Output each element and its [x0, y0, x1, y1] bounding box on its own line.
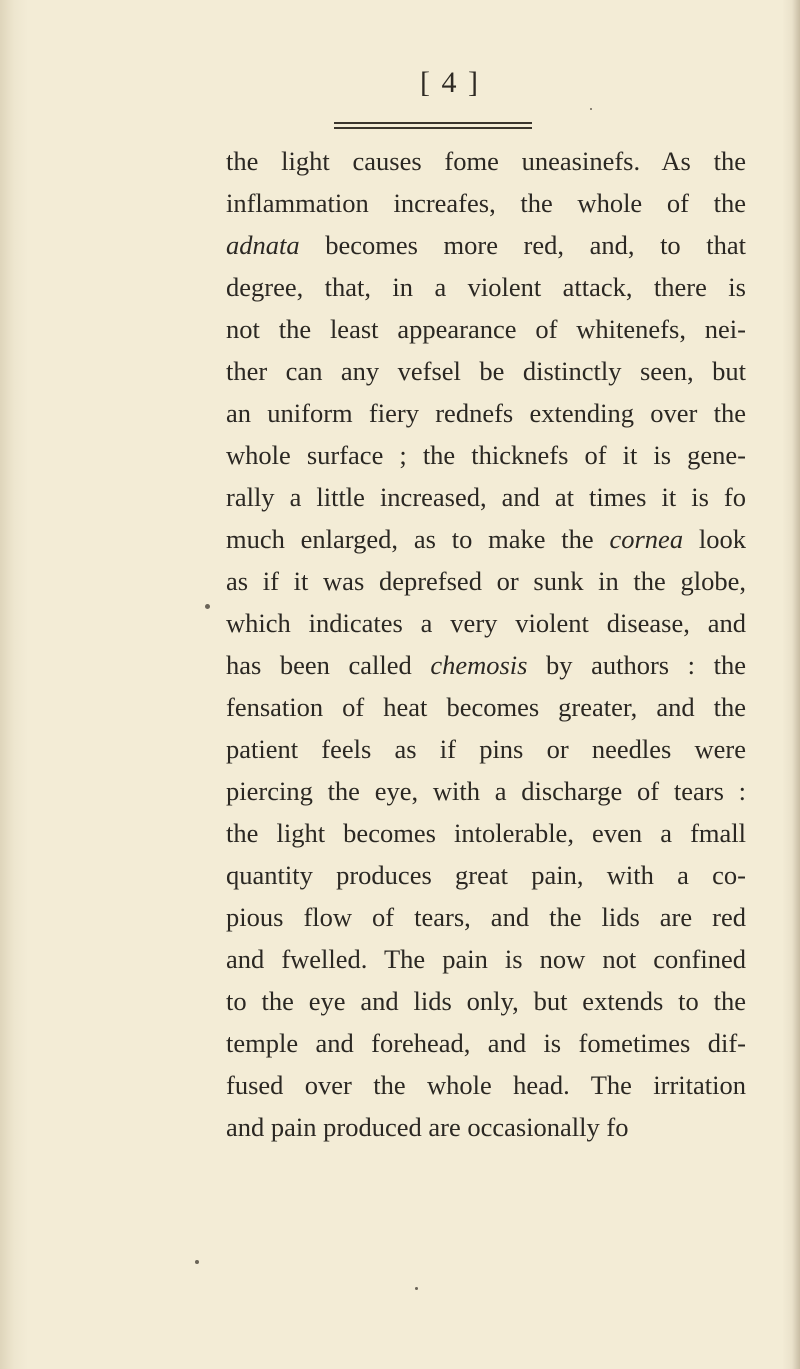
text-run: as if it was deprefsed or sunk in the globe, [226, 566, 746, 596]
text-line [226, 560, 746, 602]
text-line [226, 182, 746, 224]
text-run: degree, that, in a violent attack, there is [226, 272, 746, 302]
text-line [226, 728, 746, 770]
text-line [226, 224, 746, 266]
italic-term: chemosis [430, 650, 528, 680]
text-line [226, 518, 746, 560]
paper-speck [195, 1260, 199, 1264]
text-line [226, 812, 746, 854]
text-run: quantity produces great pain, with a co- [226, 860, 746, 890]
text-run: and pain produced are occasionally fo [226, 1112, 629, 1142]
text-line [226, 308, 746, 350]
text-run: not the least appearance of whitenefs, nei- [226, 314, 746, 344]
text-run: to the eye and lids only, but extends to the [226, 986, 746, 1016]
text-run: by authors : the [527, 650, 746, 680]
text-line [226, 434, 746, 476]
paper-speck [590, 108, 592, 110]
text-line [226, 392, 746, 434]
text-run: fensation of heat becomes greater, and the [226, 692, 746, 722]
text-run: fused over the whole head. The irritation [226, 1070, 746, 1100]
page-number: [ 4 ] [420, 66, 480, 99]
body-text [226, 140, 746, 1148]
text-run: piercing the eye, with a discharge of tears : [226, 776, 746, 806]
text-line [226, 980, 746, 1022]
italic-term: adnata [226, 230, 300, 260]
text-line [226, 1064, 746, 1106]
header-rule [334, 122, 532, 129]
text-run: patient feels as if pins or needles were [226, 734, 746, 764]
paper-speck [205, 604, 210, 609]
italic-term: cornea [609, 524, 684, 554]
text-line [226, 266, 746, 308]
text-line [226, 602, 746, 644]
text-run: ther can any vefsel be distinctly seen, but [226, 356, 746, 386]
text-run: an uniform fiery rednefs extending over the [226, 398, 746, 428]
text-run: temple and forehead, and is fometimes dif- [226, 1028, 746, 1058]
text-run: whole surface ; the thicknefs of it is gene- [226, 440, 746, 470]
text-run: the light causes fome uneasinefs. As the [226, 146, 746, 176]
text-run: pious flow of tears, and the lids are red [226, 902, 746, 932]
text-line [226, 350, 746, 392]
text-run: and fwelled. The pain is now not confined [226, 944, 746, 974]
text-run: has been called [226, 650, 431, 680]
text-line [226, 1106, 746, 1148]
text-run: rally a little increased, and at times it is fo [226, 482, 746, 512]
paper-speck [415, 1287, 418, 1290]
text-line [226, 1022, 746, 1064]
text-run: inflammation increafes, the whole of the [226, 188, 746, 218]
text-line [226, 896, 746, 938]
text-line [226, 686, 746, 728]
text-run: which indicates a very violent disease, and [226, 608, 746, 638]
text-line [226, 854, 746, 896]
text-line [226, 140, 746, 182]
text-line [226, 938, 746, 980]
text-run: much enlarged, as to make the [226, 524, 610, 554]
text-line [226, 644, 746, 686]
text-line [226, 770, 746, 812]
text-line [226, 476, 746, 518]
text-run: becomes more red, and, to that [299, 230, 746, 260]
text-run: look [683, 524, 746, 554]
text-run: the light becomes intolerable, even a fmall [226, 818, 746, 848]
